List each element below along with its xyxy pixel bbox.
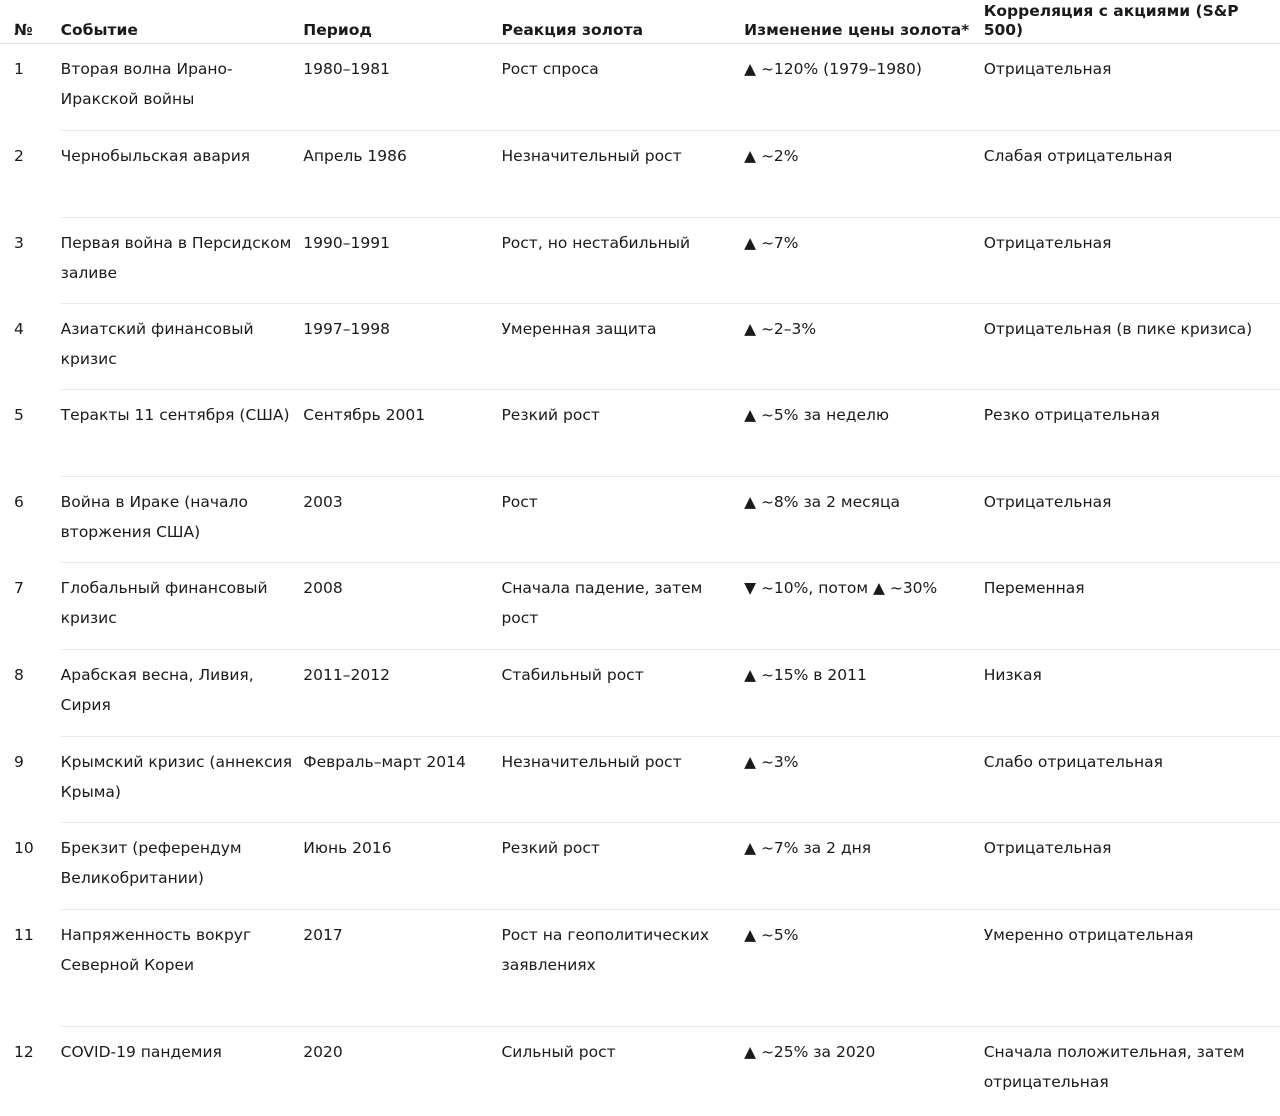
event-cell xyxy=(61,737,304,823)
correlation-cell xyxy=(984,131,1280,218)
correlation-cell-text: Отрицательная (в пике кризиса) xyxy=(983,320,1253,338)
change-cell xyxy=(744,218,984,304)
row-num-text: 8 xyxy=(14,665,24,684)
event-cell-text: Теракты 11 сентября (США) xyxy=(60,406,290,424)
event-cell-text: Крымский кризис (аннексия Крыма) xyxy=(60,753,293,801)
correlation-cell xyxy=(984,823,1280,910)
row-num xyxy=(0,910,61,1027)
change-cell-text: ▲ ~7% xyxy=(744,234,799,252)
row-num-text: 6 xyxy=(14,492,24,511)
row-num-text: 2 xyxy=(14,146,24,165)
reaction-cell xyxy=(501,910,744,1027)
reaction-cell xyxy=(501,737,744,823)
change-cell-text: ▲ ~7% за 2 дня xyxy=(744,839,872,857)
reaction-cell xyxy=(501,823,744,910)
table-row xyxy=(0,218,1280,304)
correlation-cell xyxy=(984,563,1280,650)
table-row xyxy=(0,650,1280,737)
reaction-cell-text: Незначительный рост xyxy=(501,753,682,771)
event-cell-text: Азиатский финансовый кризис xyxy=(60,320,254,368)
reaction-cell xyxy=(501,563,744,650)
table-row xyxy=(0,44,1280,131)
row-num-text: 10 xyxy=(14,838,34,857)
period-cell-text: 2003 xyxy=(303,493,343,511)
change-cell xyxy=(744,131,984,218)
reaction-cell-text: Резкий рост xyxy=(501,839,600,857)
row-num xyxy=(0,477,61,563)
table-row xyxy=(0,477,1280,563)
event-cell xyxy=(61,910,304,1027)
row-num-text: 12 xyxy=(14,1042,34,1061)
change-cell xyxy=(744,737,984,823)
change-cell-text: ▲ ~5% xyxy=(744,926,799,944)
event-cell-text: COVID-19 пандемия xyxy=(60,1043,222,1061)
header-num: № xyxy=(0,0,61,44)
period-cell-text: 2017 xyxy=(303,926,343,944)
table-header-row xyxy=(0,0,1280,44)
event-cell xyxy=(61,650,304,737)
row-num-text: 1 xyxy=(14,60,24,78)
event-cell-text: Первая война в Персидском заливе xyxy=(60,234,292,282)
event-cell-text: Глобальный финансовый кризис xyxy=(60,579,268,627)
reaction-cell xyxy=(501,650,744,737)
reaction-cell-text: Рост xyxy=(501,493,538,511)
reaction-cell-text: Рост, но нестабильный xyxy=(501,234,691,252)
correlation-cell xyxy=(984,218,1280,304)
event-cell xyxy=(61,563,304,650)
table-row xyxy=(0,304,1280,390)
row-num xyxy=(0,1027,61,1107)
event-cell-text: Напряженность вокруг Северной Кореи xyxy=(60,926,252,974)
table-row xyxy=(0,737,1280,823)
correlation-cell xyxy=(984,910,1280,1027)
row-num xyxy=(0,823,61,910)
reaction-cell xyxy=(501,131,744,218)
period-cell xyxy=(303,1027,501,1107)
reaction-cell-text: Сильный рост xyxy=(501,1043,616,1061)
period-cell-text: 2008 xyxy=(303,579,343,597)
change-cell-text: ▲ ~25% за 2020 xyxy=(744,1043,876,1061)
row-num-text: 5 xyxy=(14,405,24,424)
header-reaction: Реакция золота xyxy=(501,0,744,44)
row-num-text: 9 xyxy=(14,752,24,771)
change-cell xyxy=(744,44,984,131)
table-row xyxy=(0,823,1280,910)
change-cell-text: ▲ ~3% xyxy=(744,753,799,771)
event-cell-text: Вторая волна Ирано-Иракской войны xyxy=(60,60,233,108)
correlation-cell xyxy=(984,390,1280,477)
event-cell-text: Брекзит (референдум Великобритании) xyxy=(60,839,242,887)
period-cell xyxy=(303,304,501,390)
event-cell xyxy=(61,390,304,477)
row-num xyxy=(0,218,61,304)
table-row xyxy=(0,1027,1280,1107)
correlation-cell-text: Резко отрицательная xyxy=(983,406,1160,424)
row-num-text: 3 xyxy=(14,233,24,252)
change-cell xyxy=(744,650,984,737)
table-row xyxy=(0,910,1280,1027)
correlation-cell xyxy=(984,737,1280,823)
correlation-cell-text: Слабая отрицательная xyxy=(983,147,1173,165)
change-cell xyxy=(744,477,984,563)
correlation-cell-text: Отрицательная xyxy=(983,493,1112,511)
reaction-cell-text: Умеренная защита xyxy=(501,320,657,338)
change-cell xyxy=(744,1027,984,1107)
row-num-text: 4 xyxy=(14,319,24,338)
header-change: Изменение цены золота* xyxy=(744,0,984,44)
reaction-cell-text: Стабильный рост xyxy=(501,666,644,684)
period-cell xyxy=(303,390,501,477)
reaction-cell xyxy=(501,390,744,477)
change-cell-text: ▲ ~2–3% xyxy=(744,320,817,338)
correlation-cell-text: Низкая xyxy=(983,666,1042,684)
period-cell xyxy=(303,44,501,131)
row-num xyxy=(0,390,61,477)
header-correlation: Корреляция с акциями (S&P 500) xyxy=(984,0,1280,44)
correlation-cell xyxy=(984,1027,1280,1107)
header-event: Событие xyxy=(61,0,304,44)
row-num xyxy=(0,44,61,131)
row-num xyxy=(0,737,61,823)
period-cell xyxy=(303,218,501,304)
period-cell-text: 2020 xyxy=(303,1043,343,1061)
row-num-text: 7 xyxy=(14,578,24,597)
row-num xyxy=(0,131,61,218)
period-cell-text: 2011–2012 xyxy=(303,666,390,684)
period-cell-text: 1980–1981 xyxy=(303,60,390,78)
period-cell-text: 1997–1998 xyxy=(303,320,390,338)
period-cell xyxy=(303,131,501,218)
header-period: Период xyxy=(303,0,501,44)
table-row xyxy=(0,563,1280,650)
period-cell xyxy=(303,477,501,563)
correlation-cell-text: Отрицательная xyxy=(983,839,1112,857)
reaction-cell xyxy=(501,304,744,390)
correlation-cell xyxy=(984,477,1280,563)
change-cell-text: ▲ ~15% в 2011 xyxy=(744,666,867,684)
row-num xyxy=(0,304,61,390)
correlation-cell-text: Умеренно отрицательная xyxy=(983,926,1194,944)
change-cell-text: ▲ ~8% за 2 месяца xyxy=(744,493,901,511)
reaction-cell-text: Рост на геополитических заявлениях xyxy=(501,926,710,974)
period-cell-text: Февраль–март 2014 xyxy=(303,753,466,771)
event-cell xyxy=(61,1027,304,1107)
period-cell-text: 1990–1991 xyxy=(303,234,390,252)
row-num xyxy=(0,563,61,650)
correlation-cell-text: Сначала положительная, затем отрицательная xyxy=(983,1043,1245,1091)
change-cell-text: ▲ ~5% за неделю xyxy=(744,406,889,424)
event-cell-text: Арабская весна, Ливия, Сирия xyxy=(60,666,254,714)
change-cell-text: ▼ ~10%, потом ▲ ~30% xyxy=(744,579,938,597)
correlation-cell xyxy=(984,304,1280,390)
reaction-cell-text: Рост спроса xyxy=(501,60,599,78)
correlation-cell xyxy=(984,650,1280,737)
correlation-cell-text: Слабо отрицательная xyxy=(983,753,1163,771)
correlation-cell-text: Переменная xyxy=(983,579,1085,597)
reaction-cell xyxy=(501,477,744,563)
event-cell xyxy=(61,304,304,390)
reaction-cell-text: Сначала падение, затем рост xyxy=(501,579,703,627)
event-cell xyxy=(61,477,304,563)
reaction-cell xyxy=(501,44,744,131)
change-cell-text: ▲ ~120% (1979–1980) xyxy=(744,60,922,78)
period-cell xyxy=(303,650,501,737)
change-cell-text: ▲ ~2% xyxy=(744,147,799,165)
event-cell xyxy=(61,218,304,304)
row-num-text: 11 xyxy=(14,925,34,944)
correlation-cell-text: Отрицательная xyxy=(983,234,1112,252)
change-cell xyxy=(744,390,984,477)
table-row xyxy=(0,390,1280,477)
period-cell-text: Апрель 1986 xyxy=(303,147,407,165)
period-cell-text: Июнь 2016 xyxy=(303,839,392,857)
table-row xyxy=(0,131,1280,218)
period-cell xyxy=(303,910,501,1027)
event-cell xyxy=(61,131,304,218)
change-cell xyxy=(744,563,984,650)
period-cell xyxy=(303,823,501,910)
event-cell xyxy=(61,44,304,131)
row-num xyxy=(0,650,61,737)
reaction-cell xyxy=(501,218,744,304)
reaction-cell-text: Резкий рост xyxy=(501,406,600,424)
change-cell xyxy=(744,823,984,910)
change-cell xyxy=(744,910,984,1027)
correlation-cell-text: Отрицательная xyxy=(983,60,1112,78)
period-cell xyxy=(303,737,501,823)
correlation-cell xyxy=(984,44,1280,131)
period-cell-text: Сентябрь 2001 xyxy=(303,406,426,424)
reaction-cell-text: Незначительный рост xyxy=(501,147,682,165)
event-cell xyxy=(61,823,304,910)
change-cell xyxy=(744,304,984,390)
reaction-cell xyxy=(501,1027,744,1107)
period-cell xyxy=(303,563,501,650)
event-cell-text: Чернобыльская авария xyxy=(60,147,251,165)
event-cell-text: Война в Ираке (начало вторжения США) xyxy=(60,493,248,541)
